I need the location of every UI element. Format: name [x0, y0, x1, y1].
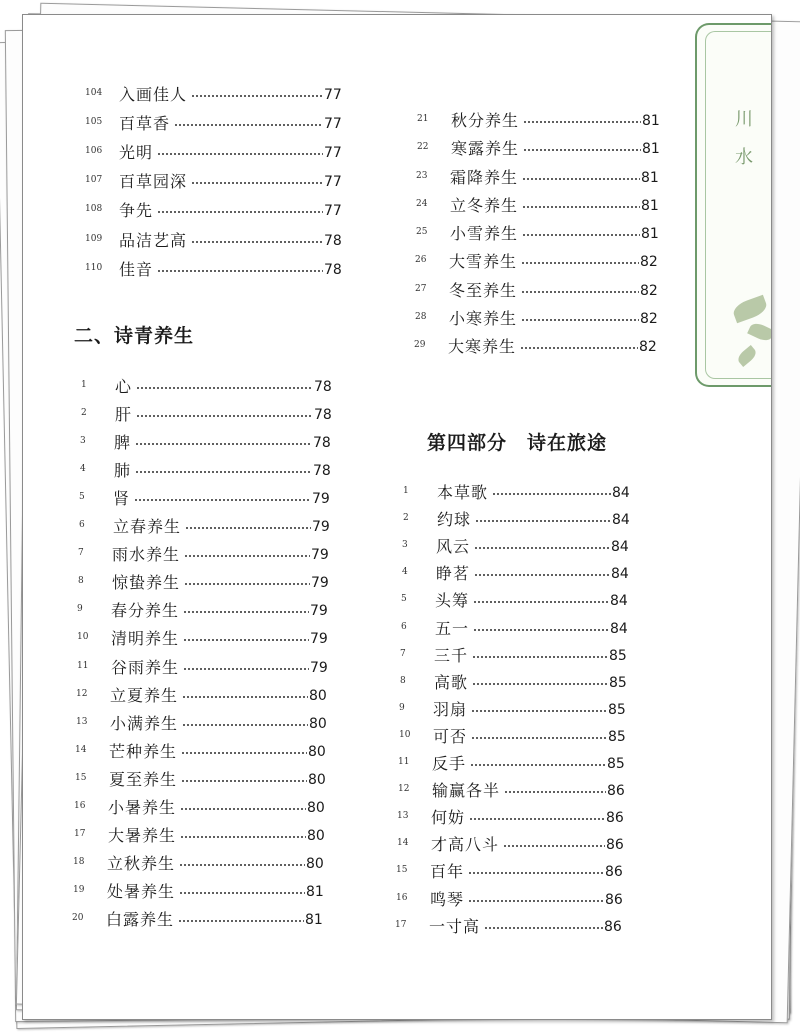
toc-entry-number: 28	[415, 312, 427, 322]
toc-entry-number: 26	[415, 255, 427, 265]
toc-dot-leader	[135, 471, 312, 473]
toc-entry-number: 17	[395, 920, 407, 930]
toc-dot-leader	[522, 206, 640, 208]
toc-dot-leader	[472, 683, 608, 685]
toc-entry-number: 105	[85, 117, 103, 127]
toc-entry-number: 5	[79, 492, 85, 502]
toc-dot-leader	[191, 241, 323, 243]
toc-entry-title: 一寸高	[429, 917, 481, 936]
toc-entry-number: 13	[397, 811, 409, 821]
toc-dot-leader	[180, 808, 306, 810]
toc-dot-leader	[471, 710, 607, 712]
toc-entry-title: 反手	[432, 754, 467, 773]
toc-dot-leader	[184, 555, 310, 557]
toc-entry	[76, 710, 340, 736]
toc-entry	[81, 401, 345, 427]
toc-entry-title: 寒露养生	[451, 139, 520, 158]
toc-entry-number: 4	[80, 464, 86, 474]
toc-entry-page: 80	[306, 856, 324, 872]
toc-entry-page: 77	[324, 145, 342, 161]
toc-entry-title: 风云	[436, 537, 471, 556]
toc-entry-title: 立春养生	[113, 517, 182, 536]
toc-entry-page: 79	[311, 575, 329, 591]
toc-entry	[85, 110, 355, 136]
toc-entry-page: 86	[604, 919, 622, 935]
toc-entry	[74, 822, 338, 848]
toc-entry-title: 惊蛰养生	[112, 573, 181, 592]
toc-entry-number: 18	[73, 857, 85, 867]
toc-entry-title: 本草歌	[437, 483, 489, 502]
toc-entry-title: 百草园深	[119, 172, 188, 191]
toc-entry-page: 81	[306, 884, 324, 900]
toc-entry	[414, 333, 670, 359]
toc-entry-number: 22	[417, 142, 429, 152]
toc-entry-number: 6	[79, 520, 85, 530]
toc-entry-title: 鸣琴	[430, 890, 465, 909]
toc-entry-page: 81	[641, 170, 659, 186]
toc-entry-number: 21	[417, 114, 429, 124]
toc-entry	[81, 373, 345, 399]
toc-entry	[417, 135, 673, 161]
toc-entry-title: 肺	[114, 461, 132, 480]
toc-entry-number: 2	[403, 513, 409, 523]
toc-entry-title: 何妨	[431, 808, 466, 827]
toc-entry-page: 80	[308, 772, 326, 788]
toc-dot-leader	[135, 443, 312, 445]
toc-entry-title: 羽扇	[433, 700, 468, 719]
toc-entry	[85, 197, 355, 223]
toc-entry-page: 85	[609, 648, 627, 664]
toc-entry-number: 13	[76, 717, 88, 727]
toc-entry-title: 品洁艺高	[119, 231, 188, 250]
toc-entry-title: 处暑养生	[107, 882, 176, 901]
toc-entry	[401, 587, 641, 613]
toc-entry	[77, 654, 341, 680]
toc-dot-leader	[191, 182, 323, 184]
toc-entry-number: 104	[85, 88, 103, 98]
toc-entry-number: 15	[396, 865, 408, 875]
toc-entry-title: 心	[115, 377, 133, 396]
toc-entry-title: 白露养生	[106, 910, 175, 929]
toc-entry	[80, 457, 344, 483]
toc-dot-leader	[473, 629, 609, 631]
toc-entry-page: 84	[610, 621, 628, 637]
toc-entry-number: 19	[73, 885, 85, 895]
toc-entry	[85, 256, 355, 282]
toc-entry-page: 81	[641, 226, 659, 242]
toc-entry-title: 立冬养生	[450, 196, 519, 215]
toc-entry	[397, 831, 637, 857]
toc-entry-title: 小雪养生	[450, 224, 519, 243]
toc-entry-title: 睁茗	[436, 564, 471, 583]
toc-entry	[74, 794, 338, 820]
toc-entry-page: 80	[308, 744, 326, 760]
cover-char: 水	[735, 147, 753, 168]
toc-entry-number: 17	[74, 829, 86, 839]
toc-entry	[79, 513, 343, 539]
toc-entry	[416, 192, 672, 218]
toc-entry-title: 雨水养生	[112, 545, 181, 564]
toc-entry-page: 81	[642, 113, 660, 129]
toc-entry-title: 脾	[114, 433, 132, 452]
toc-entry-page: 79	[310, 631, 328, 647]
toc-entry-number: 108	[85, 204, 103, 214]
toc-dot-leader	[470, 764, 606, 766]
toc-entry-page: 84	[611, 566, 629, 582]
toc-entry	[76, 682, 340, 708]
toc-entry-title: 头筹	[435, 591, 470, 610]
toc-dot-leader	[178, 920, 304, 922]
toc-entry-title: 约球	[437, 510, 472, 529]
toc-entry-page: 78	[324, 233, 342, 249]
toc-entry-number: 1	[81, 380, 87, 390]
toc-entry-number: 10	[77, 632, 89, 642]
toc-entry	[73, 878, 337, 904]
toc-dot-leader	[469, 818, 605, 820]
toc-entry-title: 霜降养生	[450, 168, 519, 187]
toc-dot-leader	[521, 262, 639, 264]
toc-entry-page: 85	[609, 675, 627, 691]
toc-entry	[80, 429, 344, 455]
toc-entry-number: 11	[398, 757, 410, 767]
toc-entry	[399, 696, 639, 722]
toc-entry-title: 光明	[119, 143, 154, 162]
toc-entry-number: 10	[399, 730, 411, 740]
toc-entry-page: 86	[607, 783, 625, 799]
toc-entry-number: 6	[401, 622, 407, 632]
cover-peek	[695, 23, 772, 387]
toc-dot-leader	[521, 319, 639, 321]
toc-entry-title: 才高八斗	[431, 835, 500, 854]
toc-entry	[85, 81, 355, 107]
toc-entry-number: 3	[80, 436, 86, 446]
toc-entry	[85, 227, 355, 253]
toc-entry	[398, 777, 638, 803]
toc-entry-title: 肾	[113, 489, 131, 508]
toc-entry	[415, 248, 671, 274]
toc-dot-leader	[134, 499, 311, 501]
toc-entry-page: 80	[307, 800, 325, 816]
toc-entry-title: 秋分养生	[451, 111, 520, 130]
toc-dot-leader	[183, 639, 309, 641]
toc-dot-leader	[474, 547, 610, 549]
toc-entry-number: 8	[78, 576, 84, 586]
toc-entry	[78, 541, 342, 567]
toc-dot-leader	[468, 872, 604, 874]
toc-entry-page: 84	[612, 512, 630, 528]
toc-entry-page: 80	[309, 716, 327, 732]
toc-entry	[73, 850, 337, 876]
toc-entry	[417, 107, 673, 133]
toc-entry-page: 86	[605, 864, 623, 880]
toc-entry-title: 三千	[434, 646, 469, 665]
toc-entry-title: 佳音	[119, 260, 154, 279]
toc-entry	[75, 766, 339, 792]
toc-entry-page: 77	[324, 174, 342, 190]
toc-entry	[416, 164, 672, 190]
toc-entry-number: 20	[72, 913, 84, 923]
toc-entry-page: 80	[307, 828, 325, 844]
toc-dot-leader	[468, 900, 604, 902]
toc-entry-title: 小寒养生	[449, 309, 518, 328]
toc-dot-leader	[183, 611, 309, 613]
toc-entry-page: 82	[639, 339, 657, 355]
toc-entry-title: 小暑养生	[108, 798, 177, 817]
toc-entry-page: 82	[640, 254, 658, 270]
toc-entry-number: 25	[416, 227, 428, 237]
cover-char: 川	[735, 109, 753, 130]
toc-entry-page: 82	[640, 311, 658, 327]
toc-entry	[400, 642, 640, 668]
toc-entry-page: 78	[313, 463, 331, 479]
toc-dot-leader	[181, 780, 307, 782]
toc-dot-leader	[472, 656, 608, 658]
toc-dot-leader	[182, 724, 308, 726]
toc-dot-leader	[191, 95, 323, 97]
toc-entry-number: 2	[81, 408, 87, 418]
toc-entry-page: 81	[305, 912, 323, 928]
toc-entry-number: 9	[399, 703, 405, 713]
toc-entry-title: 谷雨养生	[111, 658, 180, 677]
toc-entry-number: 7	[78, 548, 84, 558]
toc-entry-number: 3	[402, 540, 408, 550]
toc-dot-leader	[474, 574, 610, 576]
toc-entry-page: 78	[313, 435, 331, 451]
toc-entry-title: 肝	[115, 405, 133, 424]
toc-entry	[79, 485, 343, 511]
toc-entry-number: 12	[398, 784, 410, 794]
toc-entry-page: 86	[605, 892, 623, 908]
toc-entry	[398, 750, 638, 776]
toc-entry-number: 14	[75, 745, 87, 755]
toc-entry-number: 109	[85, 234, 103, 244]
toc-entry	[72, 906, 336, 932]
toc-dot-leader	[484, 927, 603, 929]
toc-dot-leader	[179, 892, 305, 894]
toc-page	[22, 14, 772, 1020]
toc-dot-leader	[184, 583, 310, 585]
toc-entry-page: 79	[311, 547, 329, 563]
toc-entry-number: 8	[400, 676, 406, 686]
toc-entry	[402, 560, 642, 586]
toc-entry-number: 7	[400, 649, 406, 659]
toc-entry-number: 23	[416, 171, 428, 181]
toc-entry	[415, 305, 671, 331]
toc-entry-title: 小满养生	[110, 714, 179, 733]
toc-entry-title: 立夏养生	[110, 686, 179, 705]
toc-entry	[75, 738, 339, 764]
toc-entry	[78, 569, 342, 595]
toc-entry	[415, 277, 671, 303]
toc-entry-number: 24	[416, 199, 428, 209]
toc-entry-number: 1	[403, 486, 409, 496]
toc-dot-leader	[183, 668, 309, 670]
toc-entry-number: 27	[415, 284, 427, 294]
toc-entry	[396, 858, 636, 884]
toc-dot-leader	[471, 737, 607, 739]
toc-dot-leader	[522, 178, 640, 180]
toc-entry	[402, 533, 642, 559]
toc-dot-leader	[180, 836, 306, 838]
toc-dot-leader	[523, 149, 641, 151]
toc-entry	[85, 139, 355, 165]
toc-dot-leader	[504, 791, 606, 793]
toc-entry-number: 29	[414, 340, 426, 350]
toc-entry-page: 81	[642, 141, 660, 157]
toc-entry-page: 85	[608, 729, 626, 745]
toc-dot-leader	[522, 234, 640, 236]
toc-entry-number: 16	[74, 801, 86, 811]
toc-dot-leader	[492, 493, 611, 495]
toc-entry-page: 77	[324, 116, 342, 132]
toc-entry-page: 85	[607, 756, 625, 772]
toc-dot-leader	[503, 845, 605, 847]
toc-entry	[77, 625, 341, 651]
toc-dot-leader	[157, 211, 323, 213]
toc-dot-leader	[179, 864, 305, 866]
toc-entry-page: 84	[610, 593, 628, 609]
toc-entry-title: 大雪养生	[449, 252, 518, 271]
section-heading-poetry-health: 二、诗青养生	[74, 325, 195, 347]
toc-entry-title: 五一	[435, 619, 470, 638]
toc-dot-leader	[182, 696, 308, 698]
toc-entry-number: 106	[85, 146, 103, 156]
toc-dot-leader	[136, 387, 313, 389]
toc-dot-leader	[185, 527, 311, 529]
toc-entry-page: 82	[640, 283, 658, 299]
toc-entry-page: 79	[310, 660, 328, 676]
toc-entry-title: 高歌	[434, 673, 469, 692]
toc-dot-leader	[157, 153, 323, 155]
toc-entry-page: 78	[314, 407, 332, 423]
toc-entry-title: 立秋养生	[107, 854, 176, 873]
toc-entry-title: 清明养生	[111, 629, 180, 648]
toc-entry-title: 可否	[433, 727, 468, 746]
toc-entry-title: 冬至养生	[449, 281, 518, 300]
toc-entry-page: 84	[611, 539, 629, 555]
toc-dot-leader	[523, 121, 641, 123]
toc-entry	[400, 669, 640, 695]
toc-entry-number: 15	[75, 773, 87, 783]
toc-entry-title: 大暑养生	[108, 826, 177, 845]
toc-entry-number: 107	[85, 175, 103, 185]
toc-entry-page: 79	[312, 491, 330, 507]
toc-entry-page: 77	[324, 203, 342, 219]
toc-entry-number: 12	[76, 689, 88, 699]
toc-dot-leader	[181, 752, 307, 754]
toc-entry-number: 9	[77, 604, 83, 614]
toc-entry-number: 110	[85, 263, 103, 273]
toc-entry	[77, 597, 341, 623]
toc-entry-number: 16	[396, 893, 408, 903]
toc-entry-page: 78	[324, 262, 342, 278]
toc-dot-leader	[521, 291, 639, 293]
toc-entry-page: 77	[324, 87, 342, 103]
toc-entry-title: 入画佳人	[119, 85, 188, 104]
toc-entry-number: 5	[401, 594, 407, 604]
toc-dot-leader	[475, 520, 611, 522]
toc-entry-page: 79	[310, 603, 328, 619]
toc-entry-title: 输赢各半	[432, 781, 501, 800]
toc-entry	[395, 913, 635, 939]
toc-entry	[399, 723, 639, 749]
toc-entry-number: 14	[397, 838, 409, 848]
toc-entry-page: 86	[606, 810, 624, 826]
toc-entry-number: 11	[77, 661, 89, 671]
toc-dot-leader	[520, 347, 638, 349]
toc-entry-page: 81	[641, 198, 659, 214]
toc-entry-title: 芒种养生	[109, 742, 178, 761]
toc-entry	[403, 506, 643, 532]
toc-entry-page: 80	[309, 688, 327, 704]
toc-entry	[396, 886, 636, 912]
toc-dot-leader	[136, 415, 313, 417]
toc-entry-number: 4	[402, 567, 408, 577]
toc-entry-title: 百草香	[119, 114, 171, 133]
toc-entry-page: 85	[608, 702, 626, 718]
toc-dot-leader	[157, 270, 323, 272]
toc-entry	[401, 615, 641, 641]
toc-entry-title: 春分养生	[111, 601, 180, 620]
toc-entry-page: 84	[612, 485, 630, 501]
toc-entry	[85, 168, 355, 194]
section-heading-part-four: 第四部分 诗在旅途	[427, 432, 608, 454]
toc-entry-title: 百年	[430, 862, 465, 881]
toc-entry-title: 夏至养生	[109, 770, 178, 789]
toc-entry-page: 78	[314, 379, 332, 395]
toc-dot-leader	[174, 124, 323, 126]
toc-entry	[397, 804, 637, 830]
toc-entry-page: 86	[606, 837, 624, 853]
toc-entry	[403, 479, 643, 505]
toc-entry-page: 79	[312, 519, 330, 535]
toc-dot-leader	[473, 601, 609, 603]
toc-entry	[416, 220, 672, 246]
toc-entry-title: 争先	[119, 201, 154, 220]
toc-entry-title: 大寒养生	[448, 337, 517, 356]
